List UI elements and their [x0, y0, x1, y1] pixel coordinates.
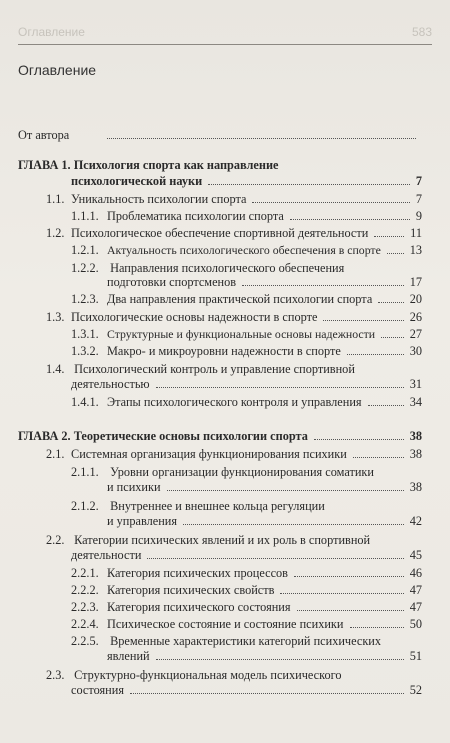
toc-entry-title: Два направления практической психологии спорта [107, 292, 373, 306]
toc-entry-page: 51 [409, 649, 422, 663]
toc-entry-title: Психологические основы надежности в спорте [71, 310, 318, 324]
toc-entry-page: 38 [409, 447, 422, 461]
toc-entry-title: Временные характеристики категорий психических [110, 634, 382, 648]
toc-entry-number: 1.2.2. [71, 261, 99, 275]
toc-entry-title: Этапы психологического контроля и управления [107, 395, 362, 409]
toc-entry-number: 2.2.2. [71, 583, 99, 597]
dot-leader [130, 693, 404, 694]
toc-entry-2-3[interactable] [71, 683, 422, 697]
toc-chapter-2[interactable] [18, 429, 422, 443]
toc-entry-page: 50 [409, 617, 422, 631]
dot-leader [350, 627, 404, 628]
toc-entry-title: Уровни организации функционирования соматики [110, 465, 374, 479]
toc-entry-title: Категория психических свойств [107, 583, 275, 597]
dot-leader [368, 405, 404, 406]
toc-entry-title: ГЛАВА 2. Теоретические основы психологии спорта [18, 429, 308, 443]
toc-entry-title: Системная организация функционирования психики [71, 447, 347, 461]
toc-entry-number: 2.2.1. [71, 566, 99, 580]
dot-leader [323, 320, 403, 321]
dot-leader [353, 457, 404, 458]
toc-entry-page: 38 [409, 429, 422, 443]
toc-entry-number: 1.2. [46, 226, 65, 240]
dot-leader [294, 576, 404, 577]
toc-entry-number: 2.2.5. [71, 634, 99, 648]
toc-entry-page: 34 [409, 395, 422, 409]
toc-entry-1-3[interactable] [46, 310, 422, 324]
toc-entry-1-4-line1[interactable] [46, 362, 355, 376]
toc-entry-title: Психологическое обеспечение спортивной деятельности [71, 226, 369, 240]
toc-entry-page: 31 [409, 377, 422, 391]
toc-entry-number: 1.2.1. [71, 243, 99, 257]
toc-entry-title: Структурные и функциональные основы надежности [107, 327, 376, 341]
toc-entry-title: Психическое состояние и состояние психики [107, 617, 344, 631]
toc-entry-2-2[interactable] [71, 548, 422, 562]
toc-entry-page: 11 [410, 226, 422, 240]
dot-leader [107, 138, 416, 139]
toc-entry-page: 27 [409, 327, 422, 341]
toc-entry-number: 1.1. [46, 192, 65, 206]
dot-leader [374, 236, 404, 237]
dot-leader [314, 439, 404, 440]
toc-entry-page: 30 [409, 344, 422, 358]
dot-leader [156, 659, 404, 660]
toc-entry-1-1[interactable] [46, 192, 422, 206]
toc-entry-1-2-2[interactable] [107, 275, 422, 289]
toc-entry-title: ГЛАВА 1. Психология спорта как направление [18, 158, 279, 172]
toc-entry-title-cont: явлений [107, 649, 150, 663]
toc-entry-2-1-1-line1[interactable] [71, 465, 374, 479]
toc-entry-title: Проблематика психологии спорта [107, 209, 284, 223]
toc-entry-page: 9 [415, 209, 422, 223]
toc-entry-title: Макро- и микроуровни надежности в спорте [107, 344, 341, 358]
toc-entry-page: 26 [409, 310, 422, 324]
toc-entry-title: Психологический контроль и управление спортивной [74, 362, 355, 376]
dot-leader [347, 354, 404, 355]
dot-leader [297, 610, 404, 611]
toc-entry-number: 2.2.4. [71, 617, 99, 631]
dot-leader [252, 202, 409, 203]
toc-entry-page: 47 [409, 583, 422, 597]
toc-entry-page: 20 [409, 292, 422, 306]
toc-entry-1-2-1[interactable] [71, 243, 422, 257]
toc-entry-2-2-line1[interactable] [46, 533, 370, 547]
toc-entry-title: От автора [18, 128, 70, 142]
toc-entry-2-1[interactable] [46, 447, 422, 461]
toc-entry-1-2-2-line1[interactable] [71, 261, 344, 275]
toc-entry-2-2-1[interactable] [71, 566, 422, 580]
dot-leader [387, 253, 404, 254]
toc-entry-2-2-3[interactable] [71, 600, 422, 614]
dot-leader [378, 302, 403, 303]
toc-chapter-1-line1[interactable] [18, 158, 279, 172]
toc-entry-title-cont: подготовки спортсменов [107, 275, 237, 289]
running-header [18, 22, 432, 45]
toc-entry-1-1-1[interactable] [71, 209, 422, 223]
toc-entry-page: 52 [409, 683, 422, 697]
toc-entry-page: 7 [415, 192, 422, 206]
running-header-left: Оглавление [18, 25, 85, 39]
toc-entry-page: 46 [409, 566, 422, 580]
toc-entry-2-1-2-line1[interactable] [71, 499, 325, 513]
toc-entry-2-1-1[interactable] [107, 480, 422, 494]
toc-entry-2-2-2[interactable] [71, 583, 422, 597]
toc-entry-number: 2.2.3. [71, 600, 99, 614]
dot-leader [242, 285, 404, 286]
toc-chapter-1[interactable] [71, 174, 422, 188]
toc-entry-1-2-3[interactable] [71, 292, 422, 306]
dot-leader [280, 593, 403, 594]
toc-entry-number: 1.3. [46, 310, 65, 324]
toc-entry-title: Структурно-функциональная модель психического [74, 668, 342, 682]
dot-leader [183, 524, 404, 525]
toc-entry-2-1-2[interactable] [107, 514, 422, 528]
toc-entry-number: 2.1. [46, 447, 65, 461]
toc-entry-title-cont: деятельности [71, 548, 142, 562]
toc-entry-number: 1.3.2. [71, 344, 99, 358]
dot-leader [381, 337, 404, 338]
toc-entry-number: 2.2. [46, 533, 65, 547]
toc-entry-number: 1.1.1. [71, 209, 99, 223]
toc-entry-title-cont: состояния [71, 683, 124, 697]
toc-entry-page: 42 [409, 514, 422, 528]
toc-entry-2-3-line1[interactable] [46, 668, 342, 682]
toc-entry-page: 13 [409, 243, 422, 257]
toc-entry-number: 1.4.1. [71, 395, 99, 409]
toc-entry-number: 1.2.3. [71, 292, 99, 306]
toc-entry-page: 17 [409, 275, 422, 289]
toc-entry-title-cont: и управления [107, 514, 178, 528]
toc-entry-number: 1.4. [46, 362, 65, 376]
dot-leader [147, 558, 403, 559]
toc-entry-page: 38 [409, 480, 422, 494]
toc-entry-title: Актуальность психологического обеспечения в спорте [107, 243, 381, 257]
toc-entry-number: 2.1.2. [71, 499, 99, 513]
toc-entry-title: Категория психического состояния [107, 600, 291, 614]
toc-entry-title: Уникальность психологии спорта [71, 192, 247, 206]
toc-entry-1-2[interactable] [46, 226, 422, 240]
toc-entry-page: 45 [409, 548, 422, 562]
toc-entry-title-cont: психологической науки [71, 174, 203, 188]
toc-entry-2-2-4[interactable] [71, 617, 422, 631]
toc-entry-2-2-5-line1[interactable] [71, 634, 381, 648]
toc-entry-number: 2.3. [46, 668, 65, 682]
page-title: Оглавление [18, 62, 97, 78]
toc-entry-1-3-1[interactable] [71, 327, 422, 341]
toc-entry-title: Категории психических явлений и их роль в спортивной [74, 533, 371, 547]
toc-entry-2-2-5[interactable] [107, 649, 422, 663]
dot-leader [156, 387, 404, 388]
toc-entry-number: 2.1.1. [71, 465, 99, 479]
toc-entry-title-cont: и психики [107, 480, 161, 494]
toc-entry-title: Направления психологического обеспечения [110, 261, 345, 275]
toc-entry-1-4-1[interactable] [71, 395, 422, 409]
toc-entry-1-4[interactable] [71, 377, 422, 391]
toc-entry-title-cont: деятельностью [71, 377, 150, 391]
toc-entry-1-3-2[interactable] [71, 344, 422, 358]
toc-entry-number: 1.3.1. [71, 327, 99, 341]
dot-leader [167, 490, 404, 491]
toc-entry-page: 7 [415, 174, 422, 188]
running-header-page-number: 583 [411, 25, 432, 39]
toc-entry-foreword[interactable] [18, 128, 422, 142]
dot-leader [290, 219, 410, 220]
toc-entry-page: 47 [409, 600, 422, 614]
toc-entry-title: Категория психических процессов [107, 566, 288, 580]
toc-entry-title: Внутреннее и внешнее кольца регуляции [110, 499, 325, 513]
dot-leader [208, 184, 410, 185]
